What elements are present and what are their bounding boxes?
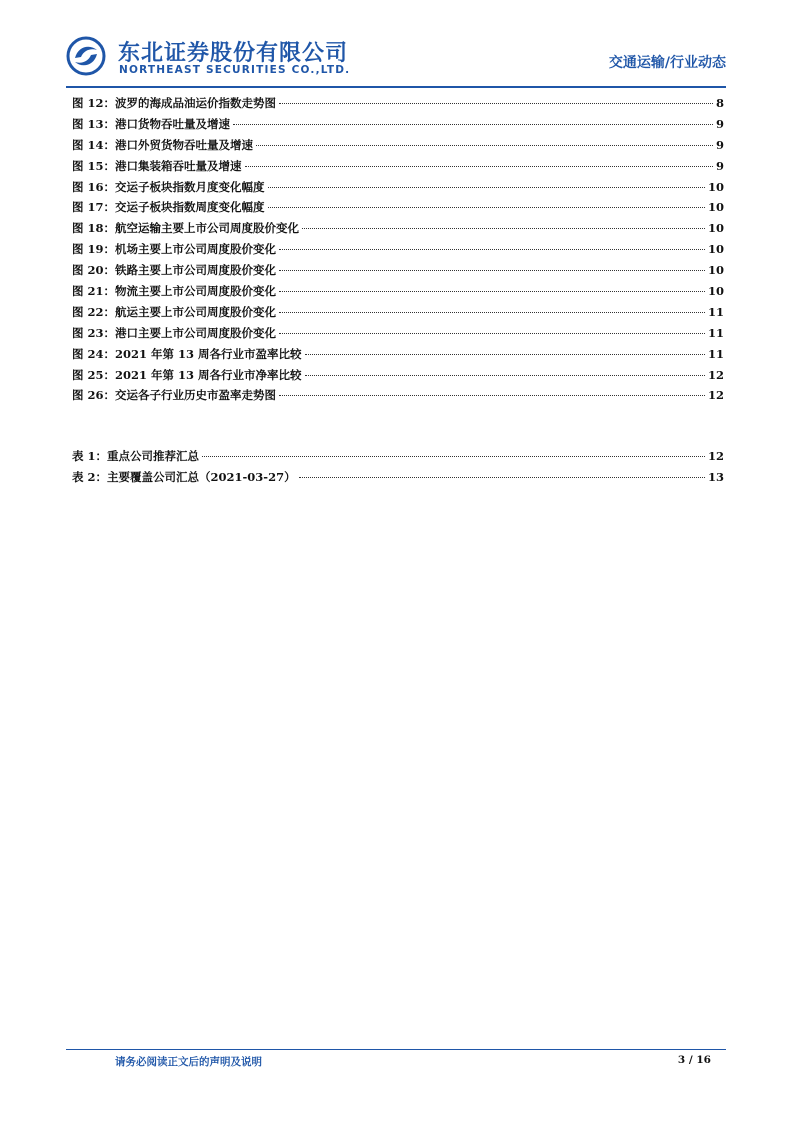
toc-entry[interactable] <box>72 220 724 241</box>
toc-leader-dots <box>268 187 705 188</box>
toc-entry-title: 港口外贸货物吞吐量及增速 <box>115 137 254 152</box>
toc-leader-dots <box>299 477 705 478</box>
toc-leader-dots <box>279 291 705 292</box>
toc-entry[interactable] <box>72 304 724 325</box>
toc-entry[interactable] <box>72 367 724 388</box>
toc-entry-label: 图 23： <box>72 325 116 340</box>
toc-leader-dots <box>305 354 705 355</box>
toc-entry[interactable] <box>72 179 724 200</box>
toc-entry-page: 9 <box>715 137 724 152</box>
toc-entry-title: 机场主要上市公司周度股价变化 <box>115 242 277 257</box>
toc-entry-page: 10 <box>707 284 724 299</box>
toc-entry[interactable] <box>72 346 724 367</box>
toc-leader-dots <box>279 249 705 250</box>
toc-entry-label: 图 18： <box>72 221 116 236</box>
company-name-cn: 东北证券股份有限公司 <box>118 41 349 66</box>
toc-entry[interactable] <box>72 262 724 283</box>
toc-entry-page: 13 <box>707 469 724 484</box>
toc-leader-dots <box>302 228 705 229</box>
toc-leader-dots <box>279 103 713 104</box>
toc-entry-page: 12 <box>707 367 724 382</box>
toc-entry[interactable] <box>72 137 724 158</box>
toc-entry-page: 12 <box>707 449 724 463</box>
footer-disclaimer: 请务必阅读正文后的声明及说明 <box>115 1056 262 1068</box>
page-header <box>66 34 726 86</box>
toc-entry-title: 主要覆盖公司汇总（2021-03-27） <box>107 469 296 484</box>
toc-entry-title: 港口主要上市公司周度股价变化 <box>115 325 277 340</box>
toc-entry-title: 铁路主要上市公司周度股价变化 <box>115 263 277 278</box>
toc-entry-title: 交运子板块指数月度变化幅度 <box>115 179 265 194</box>
toc-leader-dots <box>305 375 705 376</box>
toc-entry-label: 图 13： <box>72 116 116 131</box>
toc-entry-label: 表 1： <box>72 449 108 463</box>
toc-entry-title: 重点公司推荐汇总 <box>107 449 200 463</box>
toc-leader-dots <box>279 270 705 271</box>
toc-leader-dots <box>233 124 713 125</box>
toc-entry[interactable] <box>72 116 724 137</box>
toc-entry-title: 港口货物吞吐量及增速 <box>115 116 231 131</box>
toc-leader-dots <box>245 166 713 167</box>
toc-entry-label: 表 2： <box>72 469 108 484</box>
toc-entry-label: 图 19： <box>72 242 116 257</box>
toc-entry-title: 2021 年第 13 周各行业市盈率比较 <box>115 346 302 361</box>
toc-entry-title: 航运主要上市公司周度股价变化 <box>115 304 277 319</box>
toc-entry-title: 波罗的海成品油运价指数走势图 <box>115 96 277 110</box>
toc-entry-label: 图 12： <box>72 96 116 110</box>
toc-entry-label: 图 25： <box>72 367 116 382</box>
toc-entry-label: 图 16： <box>72 179 116 194</box>
figure-index <box>72 95 724 408</box>
toc-leader-dots <box>256 145 713 146</box>
toc-entry[interactable] <box>72 199 724 220</box>
toc-leader-dots <box>202 456 705 457</box>
toc-entry-title: 物流主要上市公司周度股价变化 <box>115 284 277 299</box>
toc-entry-title: 交运子板块指数周度变化幅度 <box>115 200 265 215</box>
toc-entry-page: 10 <box>707 263 724 278</box>
toc-entry-label: 图 26： <box>72 388 116 403</box>
toc-entry[interactable] <box>72 158 724 179</box>
toc-entry-page: 9 <box>715 158 724 173</box>
toc-entry-page: 9 <box>715 116 724 131</box>
toc-entry-title: 2021 年第 13 周各行业市净率比较 <box>115 367 302 382</box>
toc-leader-dots <box>279 333 705 334</box>
toc-entry-label: 图 17： <box>72 200 116 215</box>
toc-entry[interactable] <box>72 325 724 346</box>
toc-entry-label: 图 24： <box>72 346 116 361</box>
toc-entry-title: 航空运输主要上市公司周度股价变化 <box>115 221 300 236</box>
report-type: 交通运输/行业动态 <box>608 55 726 71</box>
page-number: 3 / 16 <box>677 1054 711 1066</box>
toc-entry-title: 港口集装箱吞吐量及增速 <box>115 158 242 173</box>
northeast-securities-logo-icon <box>66 36 106 76</box>
toc-entry[interactable] <box>72 387 724 408</box>
toc-entry-page: 11 <box>707 325 724 340</box>
toc-entry-title: 交运各子行业历史市盈率走势图 <box>115 388 277 403</box>
toc-leader-dots <box>279 312 705 313</box>
footer-divider <box>66 1049 726 1050</box>
toc-entry[interactable] <box>72 469 724 490</box>
toc-leader-dots <box>279 395 705 396</box>
toc-entry-page: 8 <box>715 96 724 110</box>
toc-entry-page: 10 <box>707 179 724 194</box>
company-name-en: NORTHEAST SECURITIES CO.,LTD. <box>119 64 351 76</box>
toc-entry-label: 图 14： <box>72 137 116 152</box>
toc-entry-page: 10 <box>707 242 724 257</box>
header-divider <box>66 86 726 88</box>
toc-entry[interactable] <box>72 283 724 304</box>
toc-entry-page: 12 <box>707 388 724 403</box>
toc-entry[interactable] <box>72 95 724 116</box>
toc-entry-label: 图 20： <box>72 263 116 278</box>
toc-leader-dots <box>268 207 705 208</box>
toc-entry-page: 11 <box>707 304 724 319</box>
toc-entry-page: 11 <box>707 346 724 361</box>
toc-entry-page: 10 <box>707 221 724 236</box>
toc-entry[interactable] <box>72 448 724 469</box>
table-index <box>72 448 724 490</box>
toc-entry-page: 10 <box>707 200 724 215</box>
toc-entry-label: 图 21： <box>72 284 116 299</box>
toc-entry-label: 图 22： <box>72 304 116 319</box>
toc-entry-label: 图 15： <box>72 158 116 173</box>
toc-entry[interactable] <box>72 241 724 262</box>
